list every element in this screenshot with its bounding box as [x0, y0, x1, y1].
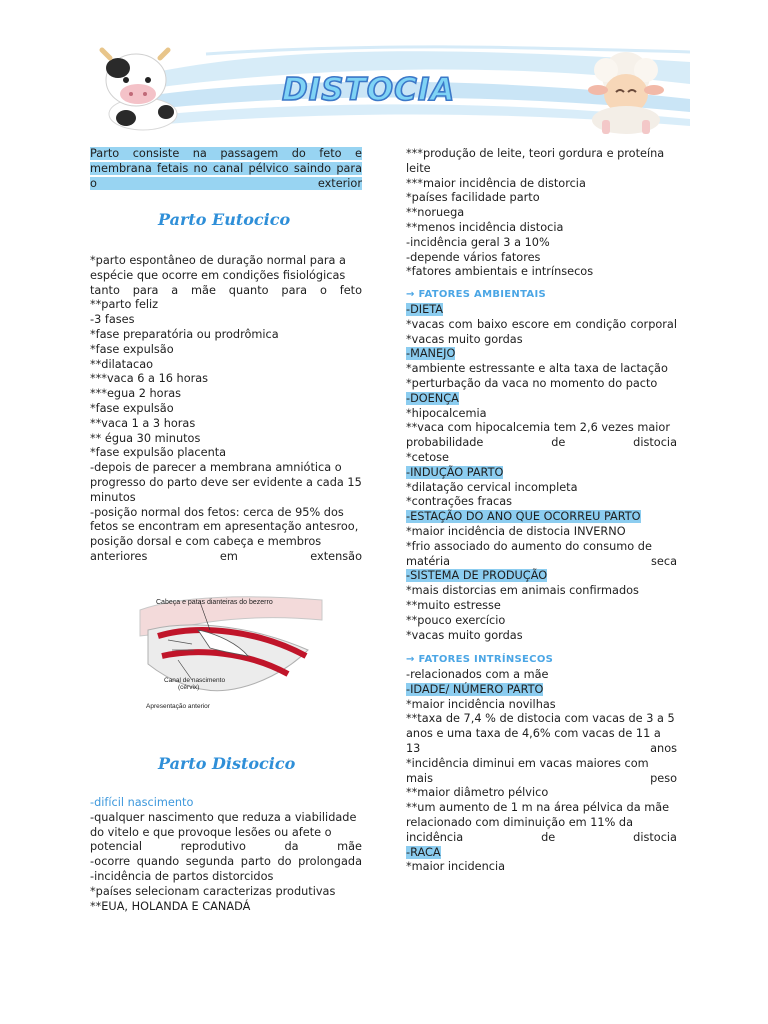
right-line: ***maior incidência de distorcia: [406, 176, 586, 190]
doenca-label: -DOENÇA: [406, 391, 459, 405]
eutocico-line: -depois de parecer a membrana amniótica o progresso do parto deve ser evidente a cada 15 minutos: [90, 461, 362, 504]
distocico-line: *países selecionam caracterizas produtivas: [90, 884, 336, 898]
right-line: *frio associado do aumento do consumo de matéria seca: [406, 539, 677, 568]
dieta-label: -DIETA: [406, 302, 443, 316]
right-line: *incidência diminui em vacas maiores com mais peso: [406, 756, 677, 785]
right-line: ***produção de leite, teori gordura e proteína leite: [406, 147, 665, 175]
right-column: [406, 147, 677, 875]
distocico-line: -ocorre quando segunda parto do prolongada: [90, 855, 362, 869]
eutocico-line: *fase expulsão: [90, 342, 174, 356]
eutocico-line: ***egua 2 horas: [90, 387, 182, 401]
right-line: **taxa de 7,4 % de distocia com vacas de 3 a 5 anos e uma taxa de 4,6% com vacas de 11 a 13 anos: [406, 712, 677, 756]
right-line: *ambiente estressante e alta taxa de lactação: [406, 362, 668, 376]
fatores-ambientais-heading: → FATORES AMBIENTAIS: [406, 289, 546, 301]
distocico-line: **EUA, HOLANDA E CANADÁ: [90, 899, 251, 913]
sheep-cartoon-icon: [576, 50, 676, 134]
distocico-line: -incidência de partos distorcidos: [90, 869, 274, 883]
right-line: *vacas muito gordas: [406, 332, 523, 346]
right-line: -depende vários fatores: [406, 250, 541, 264]
eutocico-section: [90, 254, 362, 565]
eutocico-line: ** égua 30 minutos: [90, 431, 201, 445]
sistema-label: -SISTEMA DE PRODUÇÃO: [406, 569, 548, 583]
right-line: -incidência geral 3 a 10%: [406, 235, 550, 249]
right-line: *hipocalcemia: [406, 406, 487, 420]
right-line: *perturbação da vaca no momento do pacto: [406, 376, 658, 390]
eutocico-line: **dilatacao: [90, 357, 154, 371]
manejo-label: -MANEJO: [406, 347, 456, 361]
distocico-section: [90, 796, 362, 914]
right-line: *maior incidência novilhas: [406, 697, 556, 711]
figure-label-top: Cabeça e patas dianteiras do bezerro: [156, 599, 273, 606]
right-line: **pouco exercício: [406, 613, 506, 627]
right-line: **maior diâmetro pélvico: [406, 786, 549, 800]
eutocico-line: *parto espontâneo de duração normal para a espécie que ocorre em condições fisiológicas tanto para a mãe quanto para o feto: [90, 254, 362, 297]
raca-label: -RACA: [406, 845, 441, 859]
distocico-line: -qualquer nascimento que reduza a viabilidade do vitelo e que provoque lesões ou afete o potencial reprodutivo da mãe: [90, 810, 362, 854]
right-line: -relacionados com a mãe: [406, 668, 549, 682]
right-line: **muito estresse: [406, 598, 501, 612]
eutocico-line: -3 fases: [90, 313, 135, 327]
figure-label-canal: Canal de nascimento: [164, 677, 226, 684]
eutocico-line: -posição normal dos fetos: cerca de 95% dos fetos se encontram em apresentação antesroo, posição dorsal e com cabeça e membros anteriores em extensão: [90, 505, 362, 563]
estacao-label: -ESTAÇÃO DO ANO QUE OCORREU PARTO: [406, 510, 641, 524]
cow-cartoon-icon: [88, 46, 188, 132]
right-line: *vacas com baixo escore em condição corporal: [406, 317, 677, 331]
right-line: **vaca com hipocalcemia tem 2,6 vezes maior probabilidade de distocia: [406, 421, 677, 450]
right-line: *fatores ambientais e intrínsecos: [406, 265, 594, 279]
eutocico-line: ***vaca 6 a 16 horas: [90, 372, 209, 386]
figure-label-bottom: Apresentação anterior: [146, 703, 210, 710]
right-line: **um aumento de 1 m na área pélvica da mãe relacionado com diminuição em 11% da incidência de distocia: [406, 801, 677, 844]
eutocico-line: *fase preparatória ou prodrômica: [90, 327, 279, 341]
figure-label-cervix: (cérvix): [178, 684, 200, 691]
right-line: *cetose: [406, 450, 449, 464]
right-line: **noruega: [406, 206, 465, 220]
distocico-heading: Parto Distocico: [158, 754, 296, 773]
eutocico-line: **vaca 1 a 3 horas: [90, 416, 196, 430]
inducao-label: -INDUÇÃO PARTO: [406, 465, 504, 479]
calving-diagram: [138, 590, 324, 718]
eutocico-heading: Parto Eutocico: [158, 210, 291, 229]
right-line: *maior incidencia: [406, 860, 506, 874]
idade-label: -IDADE/ NÚMERO PARTO: [406, 682, 544, 696]
page-title: DISTOCIA: [282, 72, 456, 108]
eutocico-line: **parto feliz: [90, 298, 159, 312]
right-line: **menos incidência distocia: [406, 220, 564, 234]
right-line: *vacas muito gordas: [406, 628, 523, 642]
right-line: *mais distorcias em animais confirmados: [406, 584, 639, 598]
distocico-subtitle: -difícil nascimento: [90, 796, 194, 809]
right-line: *países facilidade parto: [406, 191, 540, 205]
intro-text: Parto consiste na passagem do feto e membrana fetais no canal pélvico saindo para o exterior: [90, 147, 362, 190]
right-line: *dilatação cervical incompleta: [406, 480, 578, 494]
left-column: [90, 147, 362, 191]
fatores-intrinsecos-heading: → FATORES INTRÍNSECOS: [406, 654, 554, 666]
right-line: *contrações fracas: [406, 495, 513, 509]
eutocico-line: *fase expulsão placenta: [90, 446, 227, 460]
right-line: *maior incidência de distocia INVERNO: [406, 524, 626, 538]
eutocico-line: *fase expulsão: [90, 401, 174, 415]
